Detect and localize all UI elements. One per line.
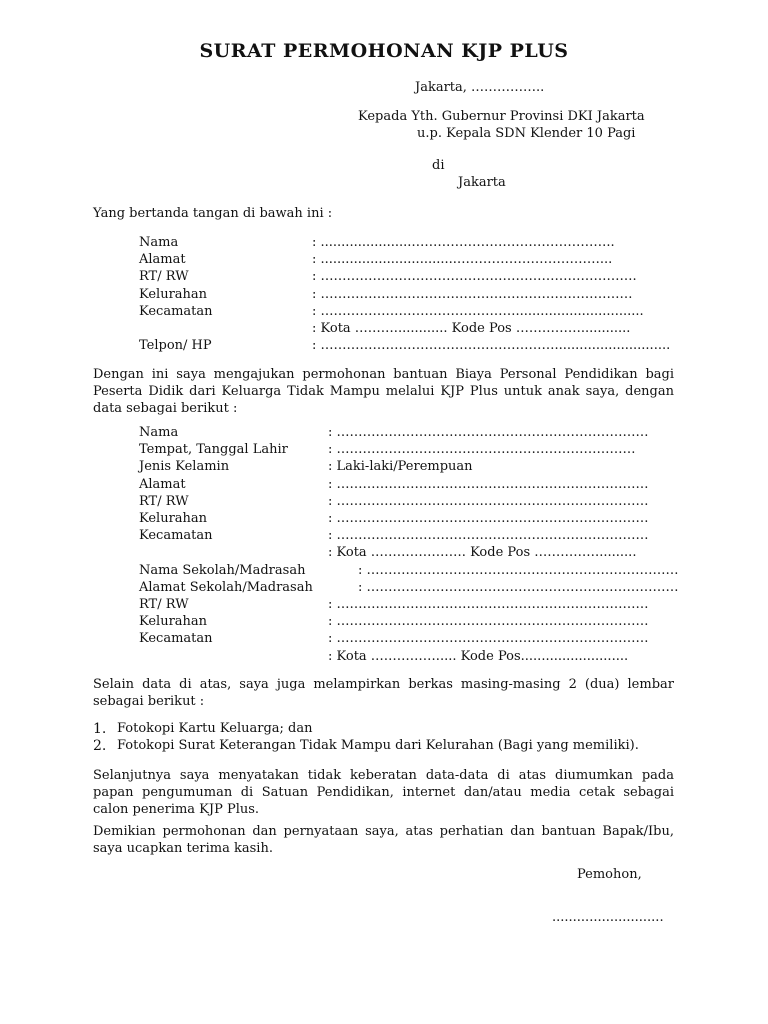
field-row [139, 321, 699, 337]
field-row [139, 269, 699, 285]
field-row [139, 545, 699, 561]
attachment-number: 1. [93, 721, 107, 737]
field-label: Kelurahan [139, 511, 208, 526]
field-row [139, 425, 699, 441]
field-value: : ………………………………………............................... [312, 303, 644, 319]
field-row [139, 528, 699, 544]
field-value: : ……………………………………………………………… [328, 511, 649, 526]
field-value: : Kota ………............. Kode Pos ……………............ [312, 321, 631, 336]
field-row [139, 631, 699, 647]
field-value: : ……………………………………………………………… [328, 528, 649, 544]
field-row [139, 580, 699, 596]
attachment-number: 2. [93, 738, 107, 754]
field-value: : ……………………………………………………………… [328, 493, 649, 509]
field-value: : ………………………………………………………………. [312, 269, 637, 285]
field-label: Kecamatan [139, 631, 213, 647]
intro-text: Yang bertanda tangan di bawah ini : [93, 206, 333, 221]
field-label: Kecamatan [139, 528, 213, 544]
recipient-line-2: u.p. Kepala SDN Klender 10 Pagi [417, 126, 636, 141]
field-label: Tempat, Tanggal Lahir [139, 442, 288, 458]
field-value: : ......................……………………………………….. [312, 235, 615, 250]
signature-label: Pemohon, [577, 867, 642, 882]
field-value: : ……………………………………………………………… [358, 579, 679, 595]
field-row [139, 649, 699, 665]
attachment-text: Fotokopi Kartu Keluarga; dan [117, 721, 313, 736]
field-row [139, 511, 699, 527]
field-label: Telpon/ HP [139, 338, 212, 353]
statement-paragraph: Selanjutnya saya menyatakan tidak keberatan data-data di atas diumumkan pada papan pengumuman di Satuan Pendidikan, internet dan/atau media cetak sebagai calon penerima KJP Plus. [93, 768, 674, 817]
field-value: : ……………………………………………………………… [328, 597, 649, 612]
field-label: Jenis Kelamin [139, 459, 230, 475]
field-label: Alamat [139, 252, 186, 268]
field-label: RT/ RW [139, 597, 189, 612]
recipient-city: Jakarta [458, 175, 506, 190]
place-date: Jakarta, …………….. [415, 80, 545, 95]
field-label: RT/ RW [139, 269, 189, 285]
page-title: SURAT PERMOHONAN KJP PLUS [199, 40, 569, 62]
signature-line: ........................... [552, 910, 664, 925]
field-row [139, 304, 699, 320]
request-paragraph: Dengan ini saya mengajukan permohonan bantuan Biaya Personal Pendidikan bagi Peserta Didik dari Keluarga Tidak Mampu melalui KJP Plus untuk anak saya, dengan data sebagai berikut : [93, 367, 674, 416]
attachments-paragraph: Selain data di atas, saya juga melampirkan berkas masing-masing 2 (dua) lembar sebagai berikut : [93, 677, 674, 709]
field-value: : …………………………………………………………… [328, 442, 636, 458]
field-label: Kecamatan [139, 303, 213, 319]
field-row [139, 459, 699, 475]
field-row [139, 477, 699, 493]
field-row [139, 563, 699, 579]
field-value: : ……………………………………………………………… [312, 286, 633, 302]
field-value: : Laki-laki/Perempuan [328, 459, 473, 475]
field-label: Nama Sekolah/Madrasah [139, 562, 306, 578]
recipient-di: di [432, 158, 445, 173]
field-value: : ……………………………………………………………… [358, 562, 679, 578]
field-value: : Kota ……………..... Kode Pos.......................... [328, 648, 629, 664]
field-label: Kelurahan [139, 286, 208, 302]
field-label: RT/ RW [139, 493, 189, 509]
field-label: Nama [139, 425, 179, 440]
field-value: : ……………………………………………………………… [328, 476, 649, 492]
field-row [139, 494, 699, 510]
field-value: : ……………………………………………………………… [328, 614, 649, 630]
field-row [139, 338, 699, 354]
field-value: : ……………………………………………………………… [328, 425, 649, 440]
field-label: Alamat Sekolah/Madrasah [139, 579, 313, 595]
field-label: Kelurahan [139, 614, 208, 630]
field-label: Nama [139, 235, 179, 250]
field-row [139, 252, 699, 268]
field-row [139, 614, 699, 630]
field-row [139, 442, 699, 458]
field-value: : ………………………………………………............................ [312, 338, 671, 353]
field-value: : ……………………………………………………………… [328, 631, 649, 647]
field-row [139, 287, 699, 303]
attachment-text: Fotokopi Surat Keterangan Tidak Mampu dari Kelurahan (Bagi yang memiliki). [117, 738, 639, 753]
field-row [139, 597, 699, 613]
field-row [139, 235, 699, 251]
field-value: : Kota …………………. Kode Pos ……………......... [328, 545, 637, 561]
field-value: : .................................……………………………... [312, 252, 613, 268]
closing-paragraph: Demikian permohonan dan pernyataan saya, atas perhatian dan bantuan Bapak/Ibu, saya ucapkan terima kasih. [93, 824, 674, 856]
field-label: Alamat [139, 476, 186, 492]
recipient-line-1: Kepada Yth. Gubernur Provinsi DKI Jakarta [358, 109, 645, 124]
